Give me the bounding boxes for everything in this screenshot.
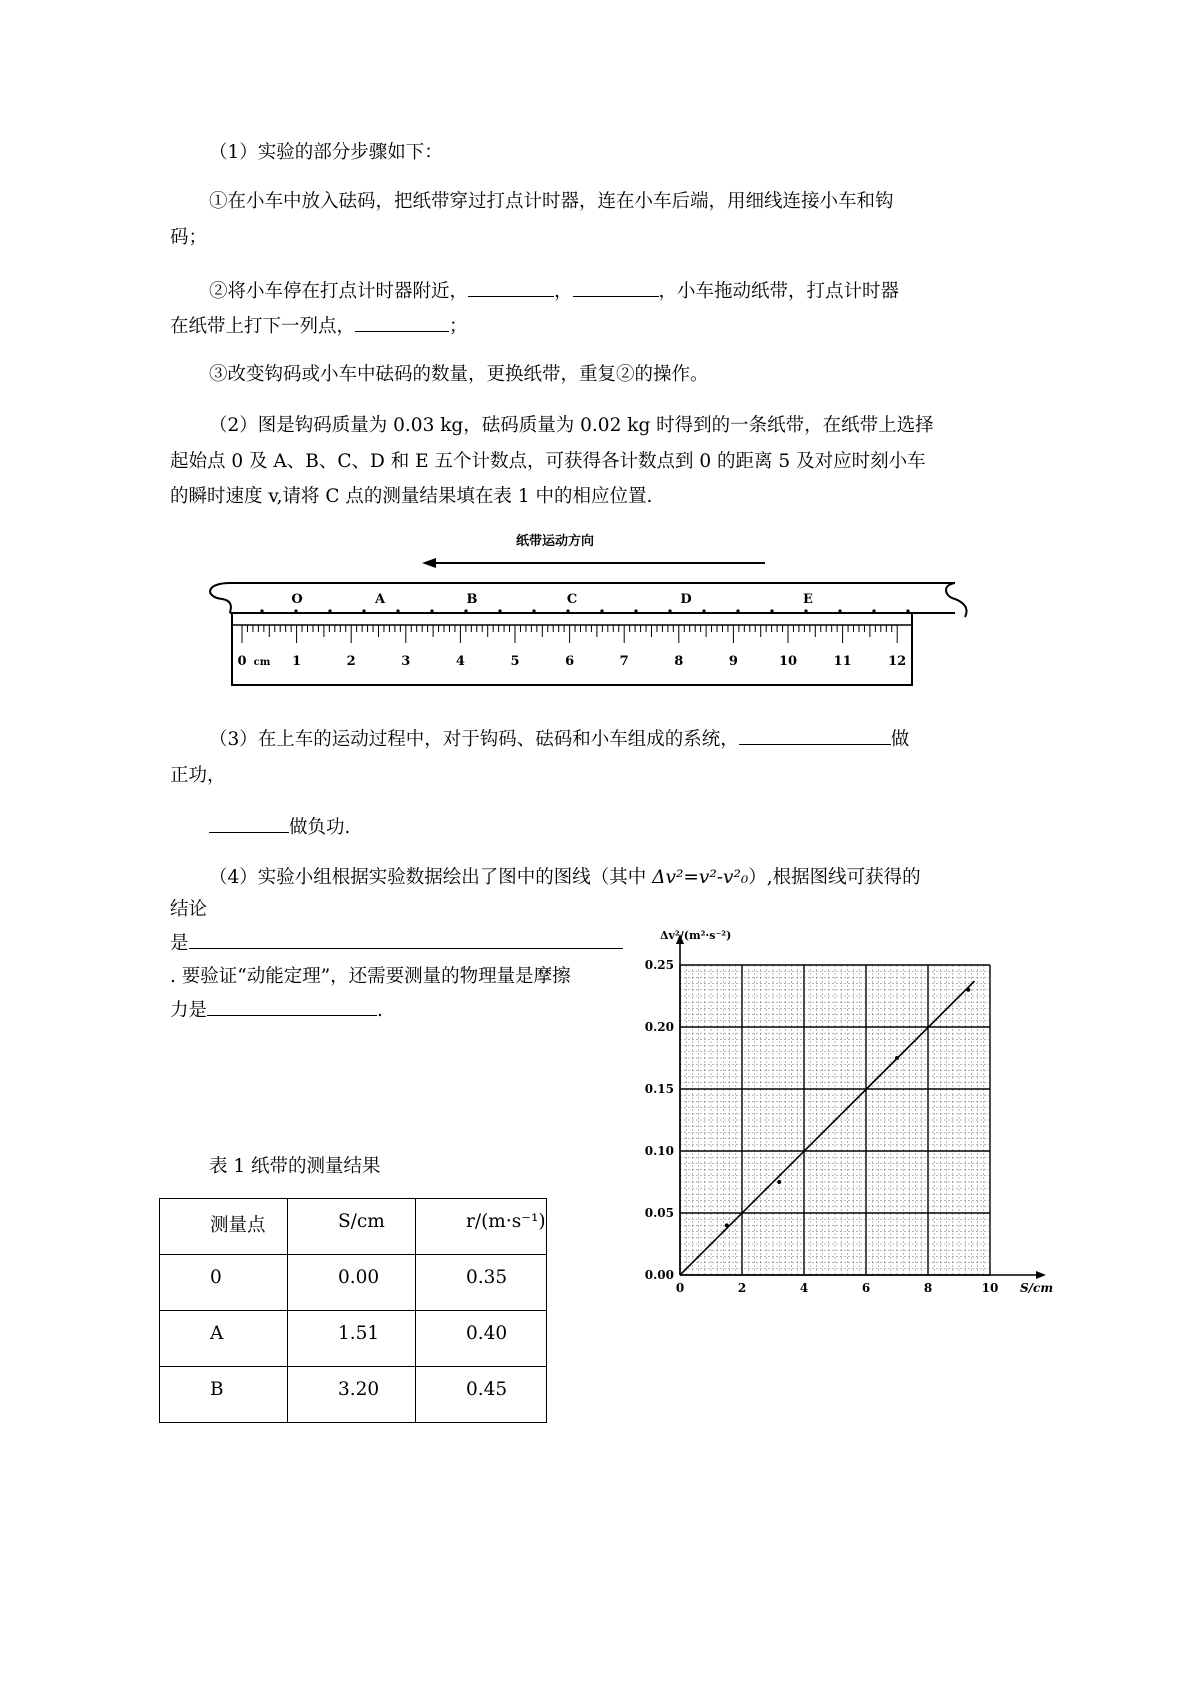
table-cell: 0: [160, 1255, 288, 1311]
q4-line3: [170, 930, 623, 957]
tape-dot: [600, 609, 603, 612]
q4-line1-a: （4）实验小组根据实验数据绘出了图中的图线（其中: [209, 867, 653, 888]
table-cell: 3.20: [288, 1367, 416, 1423]
tape-dot: [328, 609, 331, 612]
q2-line3: 的瞬时速度 v,请将 C 点的测量结果填在表 1 中的相应位置.: [170, 486, 653, 507]
tape-dot: [770, 609, 773, 612]
direction-arrow: [422, 558, 765, 568]
q4-line5: [170, 997, 383, 1024]
paper-tape: [210, 583, 966, 617]
tape-dot: [498, 609, 501, 612]
tape-dot: [634, 609, 637, 612]
step1-title: （1）实验的部分步骤如下：: [209, 142, 443, 163]
tape-dot: [430, 609, 433, 612]
q2-line2: 起始点 0 及 A、B、C、D 和 E 五个计数点，可获得各计数点到 0 的距离 5 及对应时刻小车: [170, 451, 926, 472]
step1-item2-end: ；: [449, 316, 468, 337]
tape-dot: [260, 609, 263, 612]
table-row: [160, 1255, 547, 1311]
x-axis-arrow: [1036, 1271, 1046, 1279]
table-header-cell: 测量点: [160, 1199, 288, 1255]
tape-dot: [736, 609, 739, 612]
tape-ruler-figure: [200, 525, 980, 705]
q2-line1: （2）图是钩码质量为 0.03 kg，砝码质量为 0.02 kg 时得到的一条纸带，在纸带上选择: [209, 415, 934, 436]
step1-item2-line1: [209, 278, 899, 305]
ruler-number: 7: [619, 654, 629, 669]
tape-point-label: A: [374, 592, 386, 607]
tape-points: [260, 592, 909, 613]
table-cell: B: [160, 1367, 288, 1423]
step1-item1-line2: 码；: [170, 227, 208, 248]
table-cell: 0.00: [288, 1255, 416, 1311]
chart-y-axis-label: Δv²/(m²·s⁻²): [660, 929, 732, 942]
answer-blank-3[interactable]: [355, 313, 449, 332]
y-tick-label: 0.10: [644, 1144, 674, 1158]
table-row: [160, 1367, 547, 1423]
q3-line3-text: 做负功.: [289, 817, 351, 838]
ruler-number: 5: [510, 654, 520, 669]
ruler-number: 4: [455, 654, 465, 669]
q4-line5-a: 力是: [170, 1000, 208, 1021]
y-tick-label: 0.20: [644, 1020, 674, 1034]
q3-line1: [209, 726, 909, 753]
table-cell: A: [160, 1311, 288, 1367]
q4-line4: . 要验证“动能定理”，还需要测量的物理量是摩擦: [170, 966, 571, 987]
ruler-number: 12: [888, 654, 907, 669]
step1-item2-line2: [170, 313, 468, 340]
answer-blank-7[interactable]: [207, 997, 377, 1016]
x-tick-label: 4: [799, 1281, 809, 1295]
step1-item1-line1: ①在小车中放入砝码，把纸带穿过打点计时器，连在小车后端，用细线连接小车和钩: [209, 191, 894, 212]
tape-dot: [872, 609, 875, 612]
q4-formula: Δv²=v²-v²₀: [652, 867, 749, 888]
ruler-numbers: [237, 654, 906, 669]
x-tick-label: 2: [737, 1281, 747, 1295]
tape-dot: [804, 609, 807, 612]
answer-blank-1[interactable]: [468, 278, 554, 297]
data-point: [966, 988, 970, 992]
tape-dot: [906, 609, 909, 612]
tape-direction-label: 纸带运动方向: [515, 534, 595, 549]
step1-item2-line2-text: 在纸带上打下一列点，: [170, 316, 356, 337]
answer-blank-6[interactable]: [189, 930, 623, 949]
q3-line3: [209, 814, 350, 841]
tape-dot: [566, 609, 569, 612]
y-tick-label: 0.15: [644, 1082, 674, 1096]
ruler-number: 2: [346, 654, 356, 669]
table-header-cell: S/cm: [288, 1199, 416, 1255]
tape-point-label: C: [566, 592, 578, 607]
table-cell: 1.51: [288, 1311, 416, 1367]
table-cell: 0.45: [416, 1367, 547, 1423]
x-tick-label: 10: [981, 1281, 999, 1295]
ruler-number: 9: [728, 654, 738, 669]
y-tick-label: 0.25: [644, 958, 674, 972]
tape-point-label: B: [466, 592, 478, 607]
q4-line1-b: ）,根据图线可获得的: [748, 867, 921, 888]
y-tick-label: 0.00: [644, 1268, 674, 1282]
ruler-number: 1: [292, 654, 302, 669]
tape-point-label: O: [291, 592, 303, 607]
table-cell: 0.40: [416, 1311, 547, 1367]
tape-dot: [294, 609, 297, 612]
step1-item2-a: ②将小车停在打点计时器附近，: [209, 281, 469, 302]
step1-item2-b: ，小车拖动纸带，打点计时器: [658, 281, 900, 302]
tape-point-label: D: [680, 592, 692, 607]
q3-line1-a: （3）在上车的运动过程中，对于钩码、砝码和小车组成的系统，: [209, 729, 739, 750]
q3-line1-b: 做: [890, 729, 910, 750]
ruler-number: 10: [778, 654, 798, 669]
tape-dot: [464, 609, 467, 612]
table-header-cell: r/(m·s⁻¹): [416, 1199, 547, 1255]
answer-blank-2[interactable]: [573, 278, 659, 297]
x-tick-label: 8: [923, 1281, 933, 1295]
q4-line2: 结论: [170, 899, 208, 920]
table-row: [160, 1311, 547, 1367]
answer-blank-5[interactable]: [209, 814, 289, 833]
ruler-body: [232, 613, 912, 685]
x-tick-label: 6: [861, 1281, 871, 1295]
answer-blank-4[interactable]: [739, 726, 891, 745]
ruler-number: 11: [833, 654, 852, 669]
ruler-number: 0: [237, 654, 247, 669]
ruler-unit: cm: [253, 657, 271, 668]
table-caption: 表 1 纸带的测量结果: [209, 1156, 381, 1177]
delta-v2-vs-s-chart: [630, 925, 1060, 1305]
ruler-number: 6: [565, 654, 575, 669]
q4-line1: [209, 865, 921, 891]
fit-line: [680, 981, 975, 1275]
y-tick-label: 0.05: [644, 1206, 674, 1220]
chart-series: [680, 981, 975, 1275]
table-header-row: [160, 1199, 547, 1255]
step1-item2-sep: ，: [554, 281, 573, 302]
q4-line5-b: .: [377, 1000, 383, 1021]
data-point: [895, 1056, 899, 1060]
tape-point-label: E: [803, 592, 813, 607]
data-point: [777, 1180, 781, 1184]
tape-dot: [668, 609, 671, 612]
q4-line3-text: 是: [170, 933, 189, 954]
tape-dot: [838, 609, 841, 612]
tape-dot: [362, 609, 365, 612]
ruler-number: 3: [401, 654, 411, 669]
chart-x-axis-label: S/cm: [1020, 1281, 1054, 1295]
q3-line2: 正功，: [170, 765, 226, 786]
tape-dot: [396, 609, 399, 612]
step1-item3: ③改变钩码或小车中砝码的数量，更换纸带，重复②的操作。: [209, 364, 709, 385]
table-cell: 0.35: [416, 1255, 547, 1311]
tape-dot: [532, 609, 535, 612]
measurement-table: [159, 1198, 547, 1423]
x-tick-label: 0: [675, 1281, 685, 1295]
ruler-ticks: [242, 625, 897, 643]
data-point: [725, 1223, 729, 1227]
ruler-number: 8: [674, 654, 684, 669]
tape-dot: [702, 609, 705, 612]
